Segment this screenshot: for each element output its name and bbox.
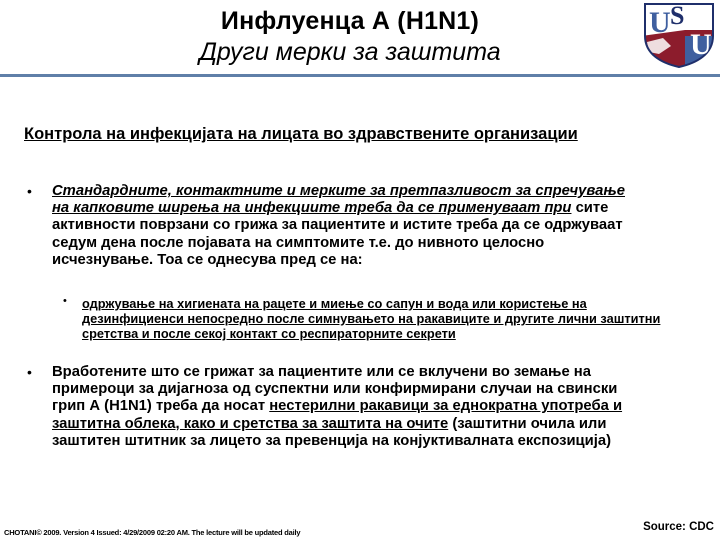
bullet-emphasis: Стандардните, контактните и мерките за претпазливост за спречување на капковите ширења на инфекциите треба да се применуваат при [52, 183, 625, 217]
bullet-emphasis: нестерилни ракавици за еднократна употреба и заштитна облека, како и сретства за заштита на очите [52, 398, 623, 432]
bullet-marker: • [27, 183, 32, 199]
usu-shield-icon [641, 2, 717, 68]
bullet-item [52, 364, 652, 450]
title-block [100, 6, 600, 68]
slide-subtitle: Други мерки за заштита [199, 38, 501, 66]
bullet-text: (заштитни очила или заштитен штитник за лицето за превенција на конјуктивалната експозиција) [52, 415, 612, 449]
source-footer: Source: CDC [643, 521, 714, 533]
copyright-footer: CHOTANI© 2009. Version 4 Issued: 4/29/2009 02:20 AM. The lecture will be updated daily [4, 528, 301, 537]
section-heading: Контрола на инфекцијата на лицата во здравствените организации [24, 125, 578, 143]
subbullet-item: одржување на хигиената на рацете и миење со сапун и вода или користење на дезинфициенси непосредно после симнувањето на ракавиците и другите лични заштитни сретства и после секој контакт со респираторните секрети [82, 296, 661, 341]
bullet-text: Вработените што се грижат за пациентите или се вклучени во земање на примероци за дијагноза од суспектни или конфирмирани случаи на свински грип А (H1N1) треба да носат [52, 364, 618, 415]
usu-logo [641, 2, 717, 68]
bullet-marker: • [27, 364, 32, 380]
svg-text:U: U [649, 6, 671, 39]
bullet-text: сите активности поврзани со грижа за пациентите и истите треба да се одржуваат седум дена после појавата на симптомите т.е. до нивното целосно исчезнување. Тоа се однесува пред се на: [52, 200, 623, 268]
subbullet-marker: • [63, 295, 67, 307]
svg-text:U: U [690, 28, 712, 61]
slide-title: Инфлуенца А (H1N1) [220, 7, 480, 35]
svg-text:S: S [670, 2, 685, 30]
title-divider [0, 74, 720, 77]
bullet-item [52, 183, 642, 269]
